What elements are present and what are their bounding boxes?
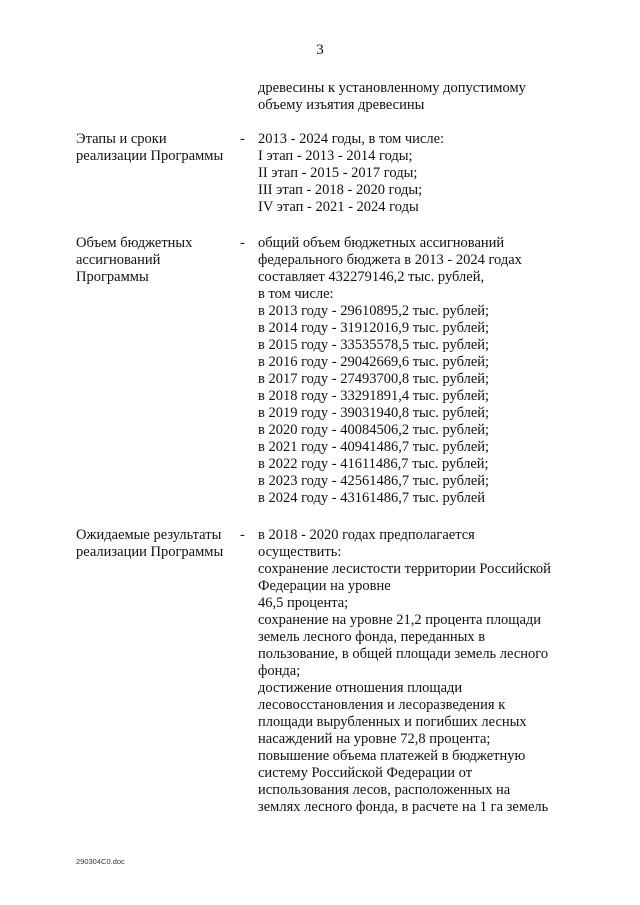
value-line: сохранение лесистости территории Российской xyxy=(258,561,551,577)
value-line: в 2019 году - 39031940,8 тыс. рублей; xyxy=(258,405,490,421)
value-line: в 2016 году - 29042669,6 тыс. рублей; xyxy=(258,354,490,370)
continuation-text xyxy=(258,80,618,114)
section-value xyxy=(258,235,620,507)
dash-separator: - xyxy=(240,131,245,147)
value-line: повышение объема платежей в бюджетную xyxy=(258,748,526,764)
value-line: 46,5 процента; xyxy=(258,595,349,611)
value-line: I этап - 2013 - 2014 годы; xyxy=(258,148,413,164)
section-label xyxy=(76,527,236,561)
text-line: древесины к установленному допустимому xyxy=(258,80,526,96)
value-line: систему Российской Федерации от xyxy=(258,765,473,781)
value-line: в 2023 году - 42561486,7 тыс. рублей; xyxy=(258,473,490,489)
value-line: фонда; xyxy=(258,663,301,679)
value-line: достижение отношения площади xyxy=(258,680,463,696)
value-line: земель лесного фонда, переданных в xyxy=(258,629,486,645)
label-line: Этапы и сроки xyxy=(76,131,167,147)
value-line: насаждений на уровне 72,8 процента; xyxy=(258,731,491,747)
section-value xyxy=(258,131,620,216)
value-line: в том числе: xyxy=(258,286,334,302)
value-line: Федерации на уровне xyxy=(258,578,391,594)
dash-separator: - xyxy=(240,527,245,543)
value-line: в 2022 году - 41611486,7 тыс. рублей; xyxy=(258,456,489,472)
value-line: составляет 432279146,2 тыс. рублей, xyxy=(258,269,485,285)
value-line: федерального бюджета в 2013 - 2024 годах xyxy=(258,252,522,268)
value-line: в 2014 году - 31912016,9 тыс. рублей; xyxy=(258,320,490,336)
value-line: в 2013 году - 29610895,2 тыс. рублей; xyxy=(258,303,490,319)
value-line: общий объем бюджетных ассигнований xyxy=(258,235,505,251)
value-line: использования лесов, расположенных на xyxy=(258,782,511,798)
dash-separator: - xyxy=(240,235,245,251)
section-value xyxy=(258,527,620,816)
label-line: реализации Программы xyxy=(76,544,224,560)
label-line: Программы xyxy=(76,269,149,285)
value-line: землях лесного фонда, в расчете на 1 га земель xyxy=(258,799,549,815)
value-line: сохранение на уровне 21,2 процента площади xyxy=(258,612,542,628)
value-line: IV этап - 2021 - 2024 годы xyxy=(258,199,419,215)
page-number: 3 xyxy=(316,42,324,58)
value-line: в 2015 году - 33535578,5 тыс. рублей; xyxy=(258,337,490,353)
label-line: Ожидаемые результаты xyxy=(76,527,222,543)
value-line: в 2018 - 2020 годах предполагается xyxy=(258,527,475,543)
section-label xyxy=(76,131,236,165)
label-line: ассигнований xyxy=(76,252,161,268)
value-line: пользование, в общей площади земель лесного xyxy=(258,646,549,662)
value-line: площади вырубленных и погибших лесных xyxy=(258,714,527,730)
value-line: в 2020 году - 40084506,2 тыс. рублей; xyxy=(258,422,490,438)
value-line: III этап - 2018 - 2020 годы; xyxy=(258,182,423,198)
label-line: Объем бюджетных xyxy=(76,235,193,251)
value-line: в 2024 году - 43161486,7 тыс. рублей xyxy=(258,490,486,506)
document-filename: 290304C0.doc xyxy=(76,857,125,866)
value-line: 2013 - 2024 годы, в том числе: xyxy=(258,131,445,147)
value-line: осуществить: xyxy=(258,544,342,560)
text-line: объему изъятия древесины xyxy=(258,97,425,113)
value-line: в 2017 году - 27493700,8 тыс. рублей; xyxy=(258,371,490,387)
section-label xyxy=(76,235,236,286)
value-line: лесовосстановления и лесоразведения к xyxy=(258,697,506,713)
label-line: реализации Программы xyxy=(76,148,224,164)
value-line: II этап - 2015 - 2017 годы; xyxy=(258,165,418,181)
value-line: в 2021 году - 40941486,7 тыс. рублей; xyxy=(258,439,490,455)
value-line: в 2018 году - 33291891,4 тыс. рублей; xyxy=(258,388,490,404)
